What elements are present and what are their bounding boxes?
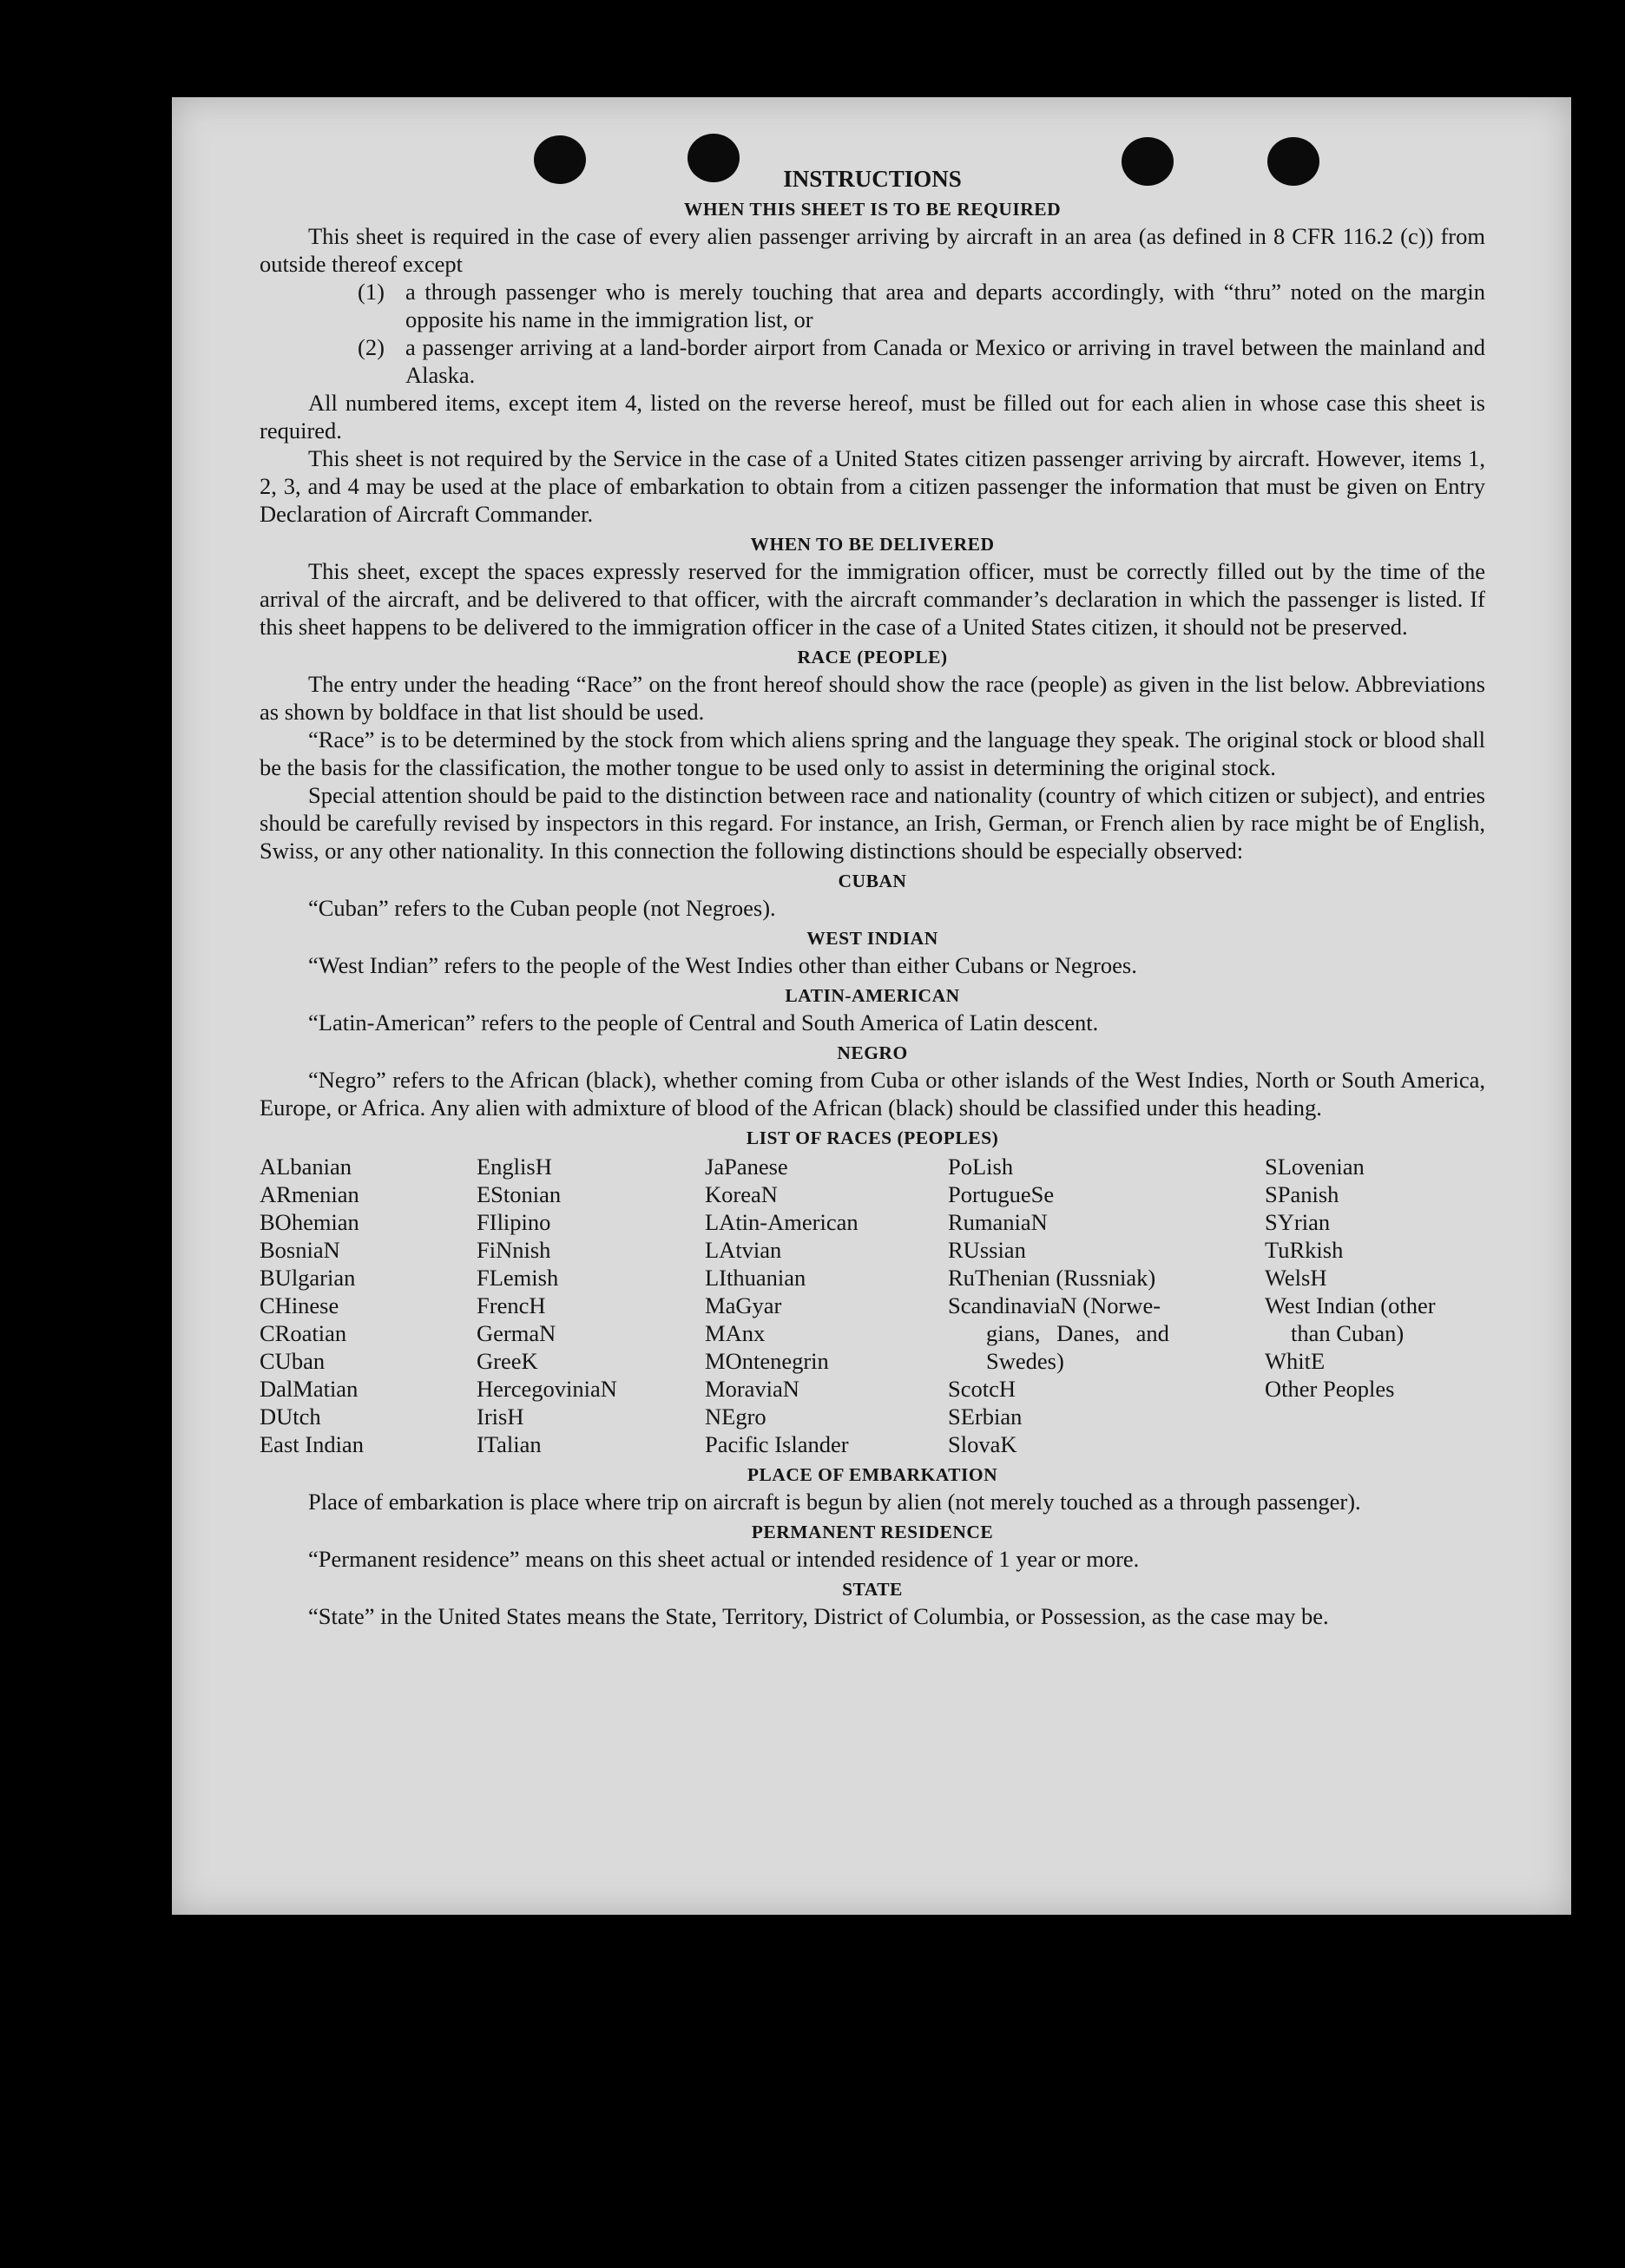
numbered-items-paragraph: All numbered items, except item 4, listed on the reverse hereof, must be filled out for each alien in whose case this sheet is required. bbox=[260, 390, 1485, 444]
heading-cuban: CUBAN bbox=[838, 871, 907, 891]
race-entry: DalMatian bbox=[260, 1376, 359, 1402]
race-paragraph-1: The entry under the heading “Race” on the front hereof should show the race (people) as given in the list below. Abbreviations as shown by boldface in that list should be used. bbox=[260, 671, 1485, 725]
race-entry: DUtch bbox=[260, 1404, 321, 1430]
race-entry: SErbian bbox=[948, 1404, 1023, 1430]
race-entry: WelsH bbox=[1265, 1265, 1327, 1291]
race-entry: FrencH bbox=[477, 1292, 546, 1318]
race-paragraph-3: Special attention should be paid to the distinction between race and nationality (country of which citizen or subject), and entries should be carefully revised by inspectors in this regard. For instance, an Irish, German, or French alien by race might be of English, Swiss, or any other nationality. In this connection the following distinctions should be especially observed: bbox=[260, 782, 1485, 864]
race-entry: LIthuanian bbox=[705, 1265, 806, 1291]
race-entry: IrisH bbox=[477, 1404, 524, 1430]
race-entry: MAnx bbox=[705, 1320, 766, 1346]
race-entry: PortugueSe bbox=[948, 1181, 1055, 1207]
exception-number: (1) bbox=[358, 279, 385, 305]
race-entry: SPanish bbox=[1265, 1181, 1339, 1207]
race-paragraph-2: “Race” is to be determined by the stock from which aliens spring and the language they speak. The original stock or blood shall be the basis for the classification, the mother tongue to be used only to assist in determining the original stock. bbox=[260, 726, 1485, 780]
residence-definition: “Permanent residence” means on this sheet actual or intended residence of 1 year or more. bbox=[308, 1546, 1140, 1572]
race-entry: RuThenian (Russniak) bbox=[948, 1265, 1156, 1291]
exception-item bbox=[358, 278, 1485, 333]
race-entry: MaGyar bbox=[705, 1292, 782, 1318]
negro-definition: “Negro” refers to the African (black), whether coming from Cuba or other islands of the West Indies, North or South America, Europe, or Africa. Any alien with admixture of blood of the African (black) should be classified under this heading. bbox=[260, 1067, 1485, 1121]
race-entry: BosniaN bbox=[260, 1237, 340, 1263]
races-column bbox=[477, 1153, 705, 1458]
instructions-content bbox=[260, 165, 1485, 1630]
heading-west-indian: WEST INDIAN bbox=[806, 928, 938, 949]
when-delivered-paragraph: This sheet, except the spaces expressly reserved for the immigration officer, must be correctly filled out by the time of the arrival of the aircraft, and be delivered to that officer, with the aircraft commander’s declaration in which the passenger is listed. If this sheet happens to be delivered to the immigration officer in the case of a United States citizen, it should not be preserved. bbox=[260, 558, 1485, 640]
race-entry: gians, Danes, and bbox=[986, 1320, 1169, 1346]
heading-place-of-embarkation: PLACE OF EMBARKATION bbox=[747, 1464, 998, 1485]
heading-state: STATE bbox=[842, 1579, 903, 1600]
races-column bbox=[1265, 1153, 1485, 1458]
exception-item bbox=[358, 333, 1485, 389]
heading-when-required: WHEN THIS SHEET IS TO BE REQUIRED bbox=[683, 199, 1062, 220]
race-entry: ITalian bbox=[477, 1431, 542, 1457]
race-entry: LAtin-American bbox=[705, 1209, 859, 1235]
races-table bbox=[260, 1153, 1485, 1458]
race-entry: FLemish bbox=[477, 1265, 559, 1291]
exception-text: a through passenger who is merely touching that area and departs accordingly, with “thru” noted on the margin opposite his name in the immigration list, or bbox=[405, 279, 1485, 332]
heading-negro: NEGRO bbox=[837, 1042, 908, 1063]
embarkation-definition: Place of embarkation is place where trip on aircraft is begun by alien (not merely touched as a through passenger). bbox=[308, 1489, 1361, 1515]
race-entry: CUban bbox=[260, 1348, 326, 1374]
citizen-passenger-paragraph: This sheet is not required by the Service in the case of a United States citizen passenger arriving by aircraft. However, items 1, 2, 3, and 4 may be used at the place of embarkation to obtain from a citizen passenger the information that must be given on Entry Declaration of Aircraft Commander. bbox=[260, 445, 1485, 527]
race-entry: ScotcH bbox=[948, 1376, 1016, 1402]
when-required-intro: This sheet is required in the case of every alien passenger arriving by aircraft in an area (as defined in 8 CFR 116.2 (c)) from outside thereof except bbox=[260, 223, 1485, 277]
race-entry: MoraviaN bbox=[705, 1376, 799, 1402]
race-entry: ScandinaviaN (Norwe- bbox=[948, 1292, 1161, 1318]
heading-latin-american: LATIN-AMERICAN bbox=[785, 985, 960, 1006]
heading-list-of-races: LIST OF RACES (PEOPLES) bbox=[746, 1127, 999, 1148]
cuban-definition: “Cuban” refers to the Cuban people (not Negroes). bbox=[308, 895, 776, 921]
race-entry: CHinese bbox=[260, 1292, 339, 1318]
west-indian-definition: “West Indian” refers to the people of the West Indies other than either Cubans or Negroes. bbox=[308, 952, 1137, 978]
race-entry: HercegoviniaN bbox=[477, 1376, 617, 1402]
race-entry: EStonian bbox=[477, 1181, 562, 1207]
race-entry: BUlgarian bbox=[260, 1265, 356, 1291]
race-entry: MOntenegrin bbox=[705, 1348, 829, 1374]
race-entry: SlovaK bbox=[948, 1431, 1017, 1457]
race-entry: SLovenian bbox=[1265, 1154, 1365, 1180]
race-entry: KoreaN bbox=[705, 1181, 778, 1207]
race-entry: Pacific Islander bbox=[705, 1431, 849, 1457]
race-entry: NEgro bbox=[705, 1404, 766, 1430]
race-entry: BOhemian bbox=[260, 1209, 359, 1235]
heading-when-delivered: WHEN TO BE DELIVERED bbox=[750, 534, 995, 555]
race-entry: ALbanian bbox=[260, 1154, 352, 1180]
race-entry: EnglisH bbox=[477, 1154, 552, 1180]
race-entry: SYrian bbox=[1265, 1209, 1331, 1235]
latin-american-definition: “Latin-American” refers to the people of Central and South America of Latin descent. bbox=[308, 1009, 1099, 1035]
heading-race: RACE (PEOPLE) bbox=[797, 647, 948, 667]
exception-number: (2) bbox=[358, 334, 385, 360]
races-column bbox=[260, 1153, 477, 1458]
races-column bbox=[948, 1153, 1265, 1458]
race-entry: RUssian bbox=[948, 1237, 1026, 1263]
race-entry: JaPanese bbox=[705, 1154, 788, 1180]
race-entry: ARmenian bbox=[260, 1181, 359, 1207]
race-entry: Other Peoples bbox=[1265, 1376, 1395, 1402]
document-title: INSTRUCTIONS bbox=[783, 166, 962, 192]
race-entry: WhitE bbox=[1265, 1348, 1326, 1374]
race-entry: RumaniaN bbox=[948, 1209, 1048, 1235]
exception-text: a passenger arriving at a land-border airport from Canada or Mexico or arriving in travel between the mainland and Alaska. bbox=[405, 334, 1485, 388]
race-entry: West Indian (other bbox=[1265, 1292, 1436, 1318]
race-entry: FiNnish bbox=[477, 1237, 551, 1263]
race-entry: PoLish bbox=[948, 1154, 1014, 1180]
race-entry: GreeK bbox=[477, 1348, 538, 1374]
heading-permanent-residence: PERMANENT RESIDENCE bbox=[751, 1522, 994, 1542]
state-definition: “State” in the United States means the State, Territory, District of Columbia, or Possession, as the case may be. bbox=[308, 1603, 1329, 1629]
race-entry: LAtvian bbox=[705, 1237, 782, 1263]
race-entry: CRoatian bbox=[260, 1320, 347, 1346]
race-entry: GermaN bbox=[477, 1320, 556, 1346]
race-entry: TuRkish bbox=[1265, 1237, 1344, 1263]
race-entry: East Indian bbox=[260, 1431, 364, 1457]
race-entry: than Cuban) bbox=[1291, 1320, 1405, 1346]
race-entry: FIlipino bbox=[477, 1209, 551, 1235]
race-entry: Swedes) bbox=[986, 1348, 1064, 1374]
races-column bbox=[705, 1153, 948, 1458]
